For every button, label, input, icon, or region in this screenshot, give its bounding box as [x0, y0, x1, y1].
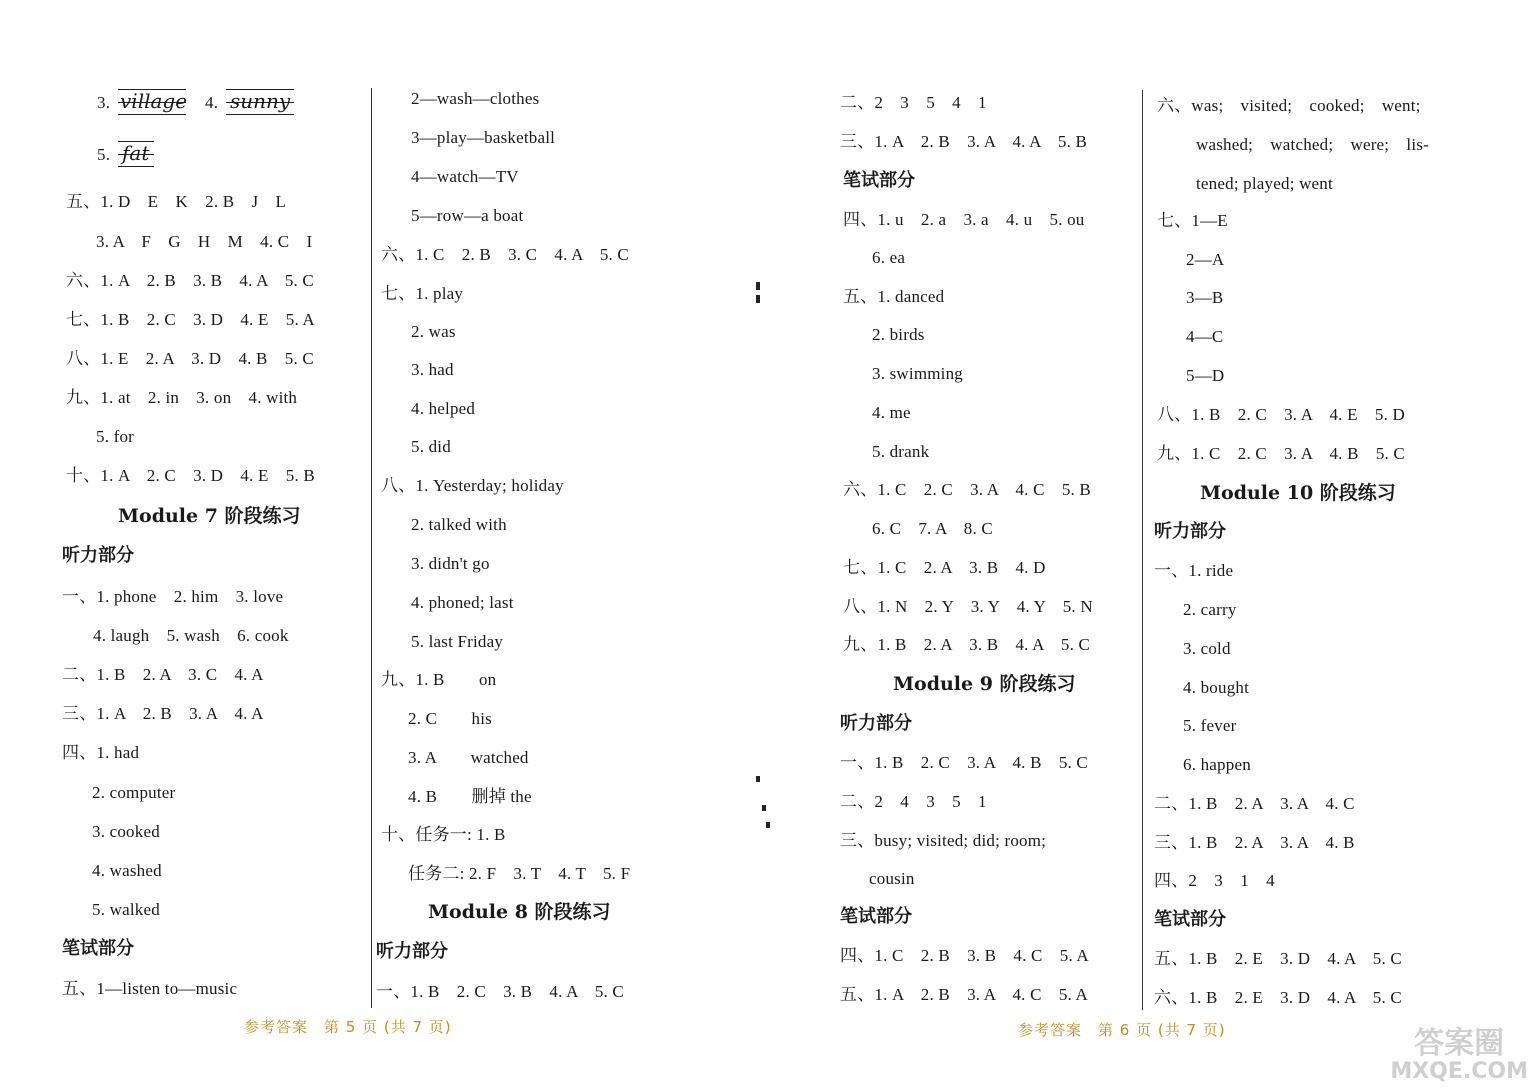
section-label: 笔试部分: [62, 938, 134, 959]
answer-line: 3. swimming: [872, 364, 963, 383]
answer-line: 5.: [97, 145, 111, 164]
binding-mark: [756, 776, 760, 782]
answer-line: 3. had: [411, 360, 454, 379]
answer-line: 六、1. C 2. B 3. C 4. A 5. C: [381, 245, 629, 264]
answer-line: 4. phoned; last: [411, 593, 514, 612]
binding-mark: [766, 822, 770, 828]
answer-line: 六、was; visited; cooked; went;: [1157, 96, 1421, 115]
answer-line: 3. didn't go: [411, 554, 490, 573]
answer-line: 2. birds: [872, 325, 925, 344]
answer-line: 一、1. B 2. C 3. B 4. A 5. C: [376, 982, 624, 1001]
answer-line: 五、1. A 2. B 3. A 4. C 5. A: [840, 985, 1088, 1004]
module-heading: Module 7 阶段练习: [118, 505, 301, 527]
answer-line: 八、1. Yesterday; holiday: [381, 476, 564, 495]
binding-mark: [762, 805, 766, 811]
answer-line: 三、1. A 2. B 3. A 4. A 5. B: [840, 132, 1088, 151]
answer-line: 六、1. A 2. B 3. B 4. A 5. C: [66, 271, 314, 290]
answer-line: 任务二: 2. F 3. T 4. T 5. F: [408, 864, 631, 883]
answer-line: 六、1. C 2. C 3. A 4. C 5. B: [843, 480, 1091, 499]
module-heading: Module 9 阶段练习: [893, 673, 1076, 695]
answer-line: 5. did: [411, 437, 451, 456]
answer-line: 5. for: [96, 427, 135, 446]
answer-line: 九、1. B on: [381, 670, 497, 689]
answer-line: 3. cooked: [92, 822, 160, 841]
answer-line: 4. helped: [411, 399, 476, 418]
answer-line: 六、1. B 2. E 3. D 4. A 5. C: [1154, 988, 1402, 1007]
answer-line: cousin: [869, 869, 915, 888]
answer-line: 四、1. u 2. a 3. a 4. u 5. ou: [843, 210, 1085, 229]
answer-line: 七、1. C 2. A 3. B 4. D: [843, 558, 1046, 577]
answer-line: 七、1. B 2. C 3. D 4. E 5. A: [66, 310, 315, 329]
answer-line: 一、1. B 2. C 3. A 4. B 5. C: [840, 753, 1088, 772]
watermark-top: 答案圈: [1414, 1026, 1505, 1061]
answer-line: 5—row—a boat: [411, 206, 524, 225]
section-label: 听力部分: [62, 545, 134, 566]
answer-line: 6. ea: [872, 248, 906, 267]
answer-line: 三、1. A 2. B 3. A 4. A: [62, 704, 264, 723]
watermark-bottom: MXQE.COM: [1390, 1059, 1528, 1084]
answer-line: 八、1. N 2. Y 3. Y 4. Y 5. N: [843, 597, 1093, 616]
section-label: 听力部分: [376, 941, 448, 962]
handwritten-answer: fat: [122, 141, 150, 165]
answer-line: 2. computer: [92, 783, 176, 802]
section-label: 听力部分: [1154, 521, 1226, 542]
answer-line: 5. drank: [872, 442, 930, 461]
answer-line: 九、1. B 2. A 3. B 4. A 5. C: [843, 635, 1091, 654]
answer-line: 四、2 3 1 4: [1154, 871, 1275, 890]
answer-line: 三、1. B 2. A 3. A 4. B: [1154, 833, 1355, 852]
answer-line: 2—wash—clothes: [411, 89, 540, 108]
answer-line: 6. happen: [1183, 755, 1251, 774]
site-watermark: [1390, 1026, 1528, 1085]
answer-line: 4—C: [1186, 327, 1224, 346]
page-footer-right: 参考答案 第 6 页 (共 7 页): [1018, 1021, 1226, 1039]
answer-line: 5. last Friday: [411, 632, 504, 651]
answer-line: 3—play—basketball: [411, 128, 556, 147]
answer-line: 4—watch—TV: [411, 167, 519, 186]
handwritten-answer: village: [120, 89, 188, 113]
answer-line: 2. talked with: [411, 515, 507, 534]
section-label: 笔试部分: [1154, 909, 1226, 930]
answer-line: 二、2 3 5 4 1: [840, 93, 987, 112]
answer-line: 十、任务一: 1. B: [381, 825, 506, 844]
answer-line: 3. A F G H M 4. C I: [96, 232, 313, 251]
binding-mark: [756, 295, 760, 303]
answer-line: 七、1. play: [381, 284, 464, 303]
answer-line: washed; watched; were; lis-: [1196, 135, 1429, 154]
answer-line: 3.: [97, 93, 111, 112]
answer-line: 一、1. ride: [1154, 561, 1234, 580]
answer-line: 4. washed: [92, 861, 162, 880]
module-heading: Module 8 阶段练习: [428, 901, 611, 923]
answer-line: 2. was: [411, 322, 456, 341]
module-heading: Module 10 阶段练习: [1200, 482, 1396, 504]
answer-line: 5. fever: [1183, 716, 1237, 735]
answer-line: tened; played; went: [1196, 174, 1333, 193]
section-label: 笔试部分: [843, 170, 915, 191]
answer-line: 二、1. B 2. A 3. C 4. A: [62, 665, 264, 684]
answer-line: 三、busy; visited; did; room;: [840, 831, 1047, 850]
answer-line: 八、1. B 2. C 3. A 4. E 5. D: [1157, 405, 1405, 424]
column-divider-right: [1142, 90, 1143, 1010]
answer-line: 6. C 7. A 8. C: [872, 519, 993, 538]
handwritten-answer: sunny: [230, 89, 291, 113]
page-footer-left: 参考答案 第 5 页 (共 7 页): [244, 1018, 452, 1036]
answer-line: 5. walked: [92, 900, 160, 919]
binding-mark: [756, 282, 760, 290]
answer-line: 八、1. E 2. A 3. D 4. B 5. C: [66, 349, 314, 368]
answer-line: 五、1. D E K 2. B J L: [66, 192, 287, 211]
column-divider-left: [371, 88, 372, 1008]
answer-line: 二、2 4 3 5 1: [840, 792, 987, 811]
answer-line: 四、1. had: [62, 743, 140, 762]
answer-line: 3. A watched: [408, 748, 529, 767]
section-label: 笔试部分: [840, 906, 912, 927]
answer-line: 二、1. B 2. A 3. A 4. C: [1154, 794, 1355, 813]
answer-line: 2—A: [1186, 250, 1225, 269]
answer-line: 5—D: [1186, 366, 1225, 385]
answer-line: 十、1. A 2. C 3. D 4. E 5. B: [66, 466, 315, 485]
answer-line: 4. B 删掉 the: [408, 787, 532, 806]
answer-line: 五、1. danced: [843, 287, 945, 306]
answer-line: 五、1. B 2. E 3. D 4. A 5. C: [1154, 949, 1402, 968]
answer-line: 4. laugh 5. wash 6. cook: [93, 626, 289, 645]
answer-line: 4. bought: [1183, 678, 1250, 697]
answer-line: 九、1. at 2. in 3. on 4. with: [66, 388, 298, 407]
answer-line: 七、1—E: [1157, 211, 1228, 230]
answer-line: 一、1. phone 2. him 3. love: [62, 587, 284, 606]
answer-line: 四、1. C 2. B 3. B 4. C 5. A: [840, 946, 1089, 965]
answer-line: 2. C his: [408, 709, 492, 728]
answer-line: 3. cold: [1183, 639, 1231, 658]
section-label: 听力部分: [840, 713, 912, 734]
answer-line: 4.: [205, 93, 219, 112]
answer-line: 五、1—listen to—music: [62, 979, 238, 998]
answer-line: 3—B: [1186, 288, 1224, 307]
answer-line: 4. me: [872, 403, 911, 422]
answer-line: 2. carry: [1183, 600, 1237, 619]
answer-line: 九、1. C 2. C 3. A 4. B 5. C: [1157, 444, 1405, 463]
